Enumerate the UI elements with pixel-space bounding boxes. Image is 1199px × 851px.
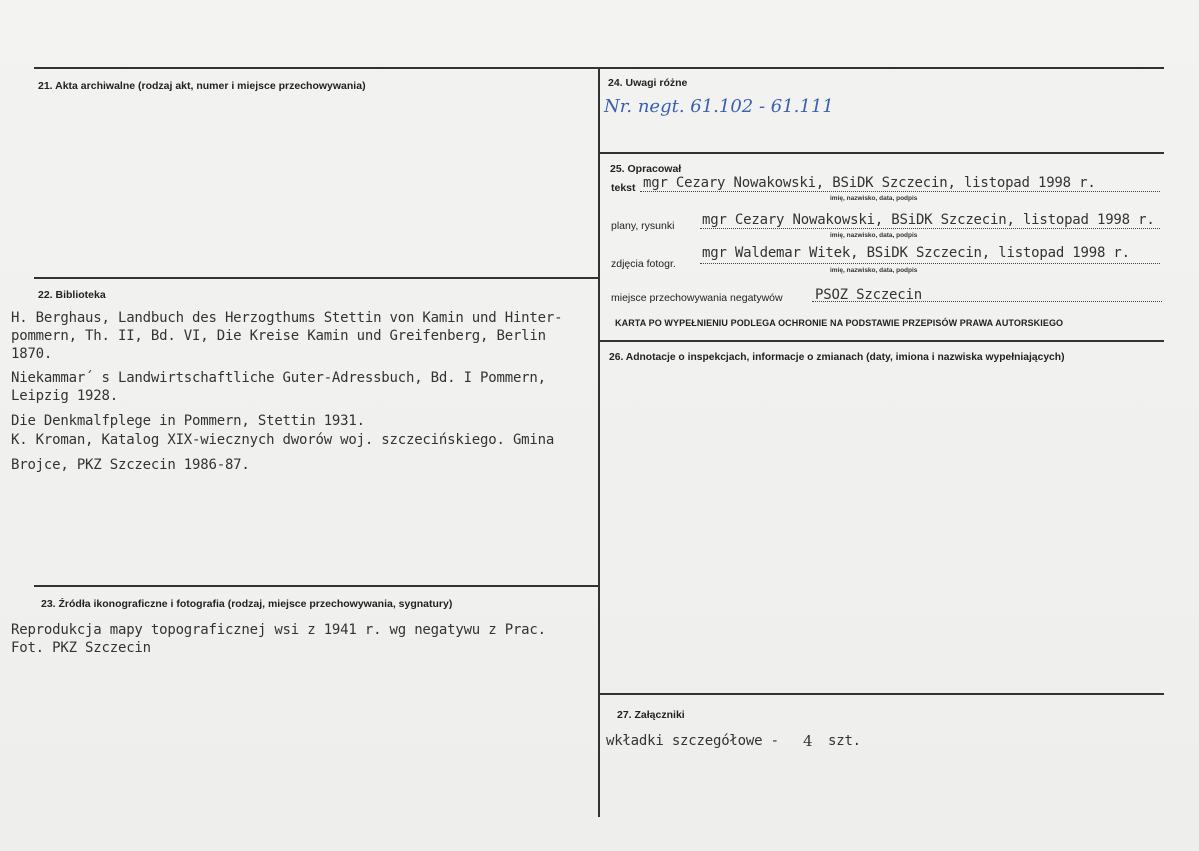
zdjecia-caption: imię, nazwisko, data, podpis — [830, 267, 918, 274]
copyright-notice: KARTA PO WYPEŁNIENIU PODLEGA OCHRONIE NA PODSTAWIE PRZEPISÓW PRAWA AUTORSKIEGO — [615, 318, 1064, 328]
rule-24-25 — [599, 152, 1164, 154]
tekst-value: mgr Cezary Nowakowski, BSiDK Szczecin, listopad 1998 r. — [643, 175, 1096, 191]
tekst-dotted-line — [640, 191, 1160, 192]
iconography-line: Fot. PKZ Szczecin — [11, 640, 151, 656]
section-22-label: 22. Biblioteka — [38, 289, 106, 301]
iconography-line: Reprodukcja mapy topograficznej wsi z 1941 r. wg negatywu z Prac. — [11, 622, 546, 638]
plany-caption: imię, nazwisko, data, podpis — [830, 232, 918, 239]
handwritten-negative-numbers: Nr. negt. 61.102 - 61.111 — [604, 96, 834, 117]
miejsce-dotted-line — [812, 301, 1162, 302]
tekst-caption: imię, nazwisko, data, podpis — [830, 195, 918, 202]
bibliography-line: H. Berghaus, Landbuch des Herzogthums Stettin von Kamin und Hinter- — [11, 310, 563, 326]
plany-label: plany, rysunki — [611, 220, 675, 232]
rule-21-22 — [34, 277, 599, 279]
bibliography-line: Leipzig 1928. — [11, 388, 118, 404]
plany-dotted-line — [700, 228, 1160, 229]
miejsce-value: PSOZ Szczecin — [815, 287, 922, 303]
tekst-label: tekst — [611, 182, 636, 194]
section-27-label: 27. Załączniki — [617, 709, 685, 721]
section-21-label: 21. Akta archiwalne (rodzaj akt, numer i miejsce przechowywania) — [38, 80, 366, 92]
bibliography-line: Niekammar´ s Landwirtschaftliche Guter-Adressbuch, Bd. I Pommern, — [11, 370, 546, 386]
zdjecia-label: zdjęcia fotogr. — [611, 258, 676, 270]
zdjecia-dotted-line — [700, 263, 1160, 264]
bibliography-line: Die Denkmalfplege in Pommern, Stettin 1931. — [11, 413, 365, 429]
rule-25-26 — [599, 340, 1164, 342]
section-25-label: 25. Opracował — [610, 163, 682, 175]
bibliography-line: pommern, Th. II, Bd. VI, Die Kreise Kamin und Greifenberg, Berlin — [11, 328, 546, 344]
rule-26-27 — [599, 693, 1164, 695]
zdjecia-value: mgr Waldemar Witek, BSiDK Szczecin, listopad 1998 r. — [702, 245, 1130, 261]
section-23-label: 23. Źródła ikonograficzne i fotografia (rodzaj, miejsce przechowywania, sygnatury) — [41, 598, 453, 610]
plany-value: mgr Cezary Nowakowski, BSiDK Szczecin, listopad 1998 r. — [702, 212, 1155, 228]
bibliography-line: Brojce, PKZ Szczecin 1986-87. — [11, 457, 250, 473]
column-divider — [598, 67, 600, 817]
attachments-count: 4 — [803, 732, 813, 750]
attachments-value: wkładki szczegółowe - — [606, 733, 779, 749]
section-26-label: 26. Adnotacje o inspekcjach, informacje o zmianach (daty, imiona i nazwiska wypełniających) — [609, 352, 1065, 363]
section-24-label: 24. Uwagi różne — [608, 77, 688, 89]
rule-22-23 — [34, 585, 599, 587]
bibliography-line: K. Kroman, Katalog XIX-wiecznych dworów woj. szczecińskiego. Gmina — [11, 432, 555, 448]
bibliography-line: 1870. — [11, 346, 53, 362]
miejsce-label: miejsce przechowywania negatywów — [611, 292, 783, 304]
attachments-unit: szt. — [828, 733, 861, 749]
